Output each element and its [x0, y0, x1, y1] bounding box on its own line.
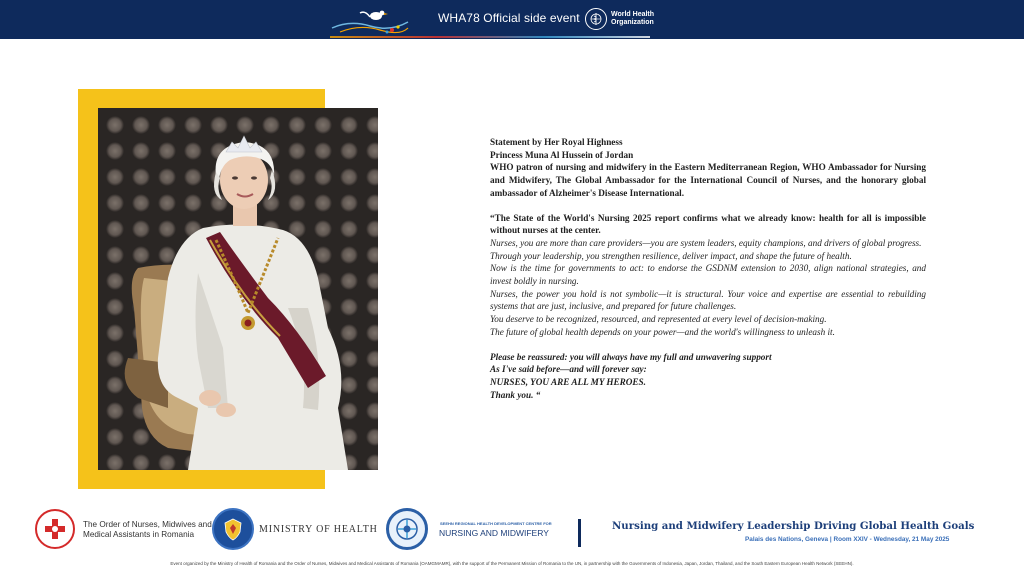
romanian-government-emblem-icon	[212, 508, 254, 550]
statement-heading-line2: Princess Muna Al Hussein of Jordan	[490, 149, 634, 160]
header-banner	[0, 0, 1024, 39]
seehn-subtitle: SEEHN REGIONAL HEALTH DEVELOPMENT CENTRE FOR	[440, 521, 552, 526]
statement-quote-line: Now is the time for governments to act: to endorse the GSDNM extension to 2030, align national strategies, and invest boldly in nursing.	[490, 263, 926, 287]
footer-divider	[578, 519, 581, 547]
statement-closing-line: Please be reassured: you will always have my full and unwavering support	[490, 351, 772, 362]
who-emblem-icon	[585, 8, 607, 30]
statement-quote-line: You deserve to be recognized, resourced, and represented at every level of decision-making.	[490, 314, 827, 325]
footer-logos	[0, 502, 1024, 558]
header-accent-line	[330, 36, 650, 38]
ministry-of-health-label: MINISTRY OF HEALTH	[259, 524, 378, 535]
statement-closing-line: NURSES, YOU ARE ALL MY HEROES.	[490, 376, 646, 387]
statement-quote-line: Through your leadership, you strengthen resilience, deliver impact, and shape the future of health.	[490, 250, 852, 261]
portrait-figure	[98, 108, 378, 470]
event-label: WHA78 Official side event	[438, 11, 580, 25]
who-name-line2: Organization	[611, 19, 654, 26]
seehn-title: NURSING AND MIDWIFERY	[439, 528, 549, 538]
who-logo	[585, 8, 654, 30]
statement-quote-line: The future of global health depends on your power—and the world's willingness to unleash it.	[490, 326, 835, 337]
statement-quote-line: Nurses, the power you hold is not symbolic—it is structural. Your voice and expertise are essential to rebuilding systems that are just, inclusive, and prepared for future challenges.	[490, 288, 926, 312]
bird-artwork-icon	[330, 2, 410, 37]
statement-roles: WHO patron of nursing and midwifery in the Eastern Mediterranean Region, WHO Ambassador for Nursing and Midwifery, The Global Ambassador for the International Council of Nurses, and the honorary global ambassador of Alzheimer's Disease International.	[490, 162, 926, 198]
statement-block	[490, 136, 926, 401]
statement-quote-line: Nurses, you are more than care providers—you are system leaders, equity champions, and drivers of global progress.	[490, 237, 922, 248]
who-name-line1: World Health	[611, 11, 655, 18]
nurses-order-logo-icon	[35, 509, 75, 549]
portrait-photo	[98, 108, 378, 470]
statement-heading-line1: Statement by Her Royal Highness	[490, 137, 623, 147]
event-credit-line: Event organized by the Ministry of Health of Romania and the Order of Nurses, Midwives and Medical Assistants of Romania (OAMGMAMR), with the support of the Permanent Mission of Romania to the UN, in partnership with the Governments of Indonesia, Japan, Jordan, Thailand, and the South Eastern European Health Network (SEEHN).	[170, 561, 854, 566]
event-venue-date: Palais des Nations, Geneva | Room XXIV - Wednesday, 21 May 2025	[745, 536, 950, 543]
statement-quote-opening: “The State of the World's Nursing 2025 report confirms what we already know: health for all is impossible without nurses at the center.	[490, 212, 926, 236]
statement-closing-line: Thank you. “	[490, 389, 541, 400]
nurses-order-name: The Order of Nurses, Midwives and Medical Assistants in Romania	[83, 520, 212, 539]
statement-closing-line: As I've said before—and will forever say:	[490, 364, 647, 375]
seehn-logo-icon	[386, 508, 428, 550]
event-title: Nursing and Midwifery Leadership Driving Global Health Goals	[612, 520, 975, 532]
